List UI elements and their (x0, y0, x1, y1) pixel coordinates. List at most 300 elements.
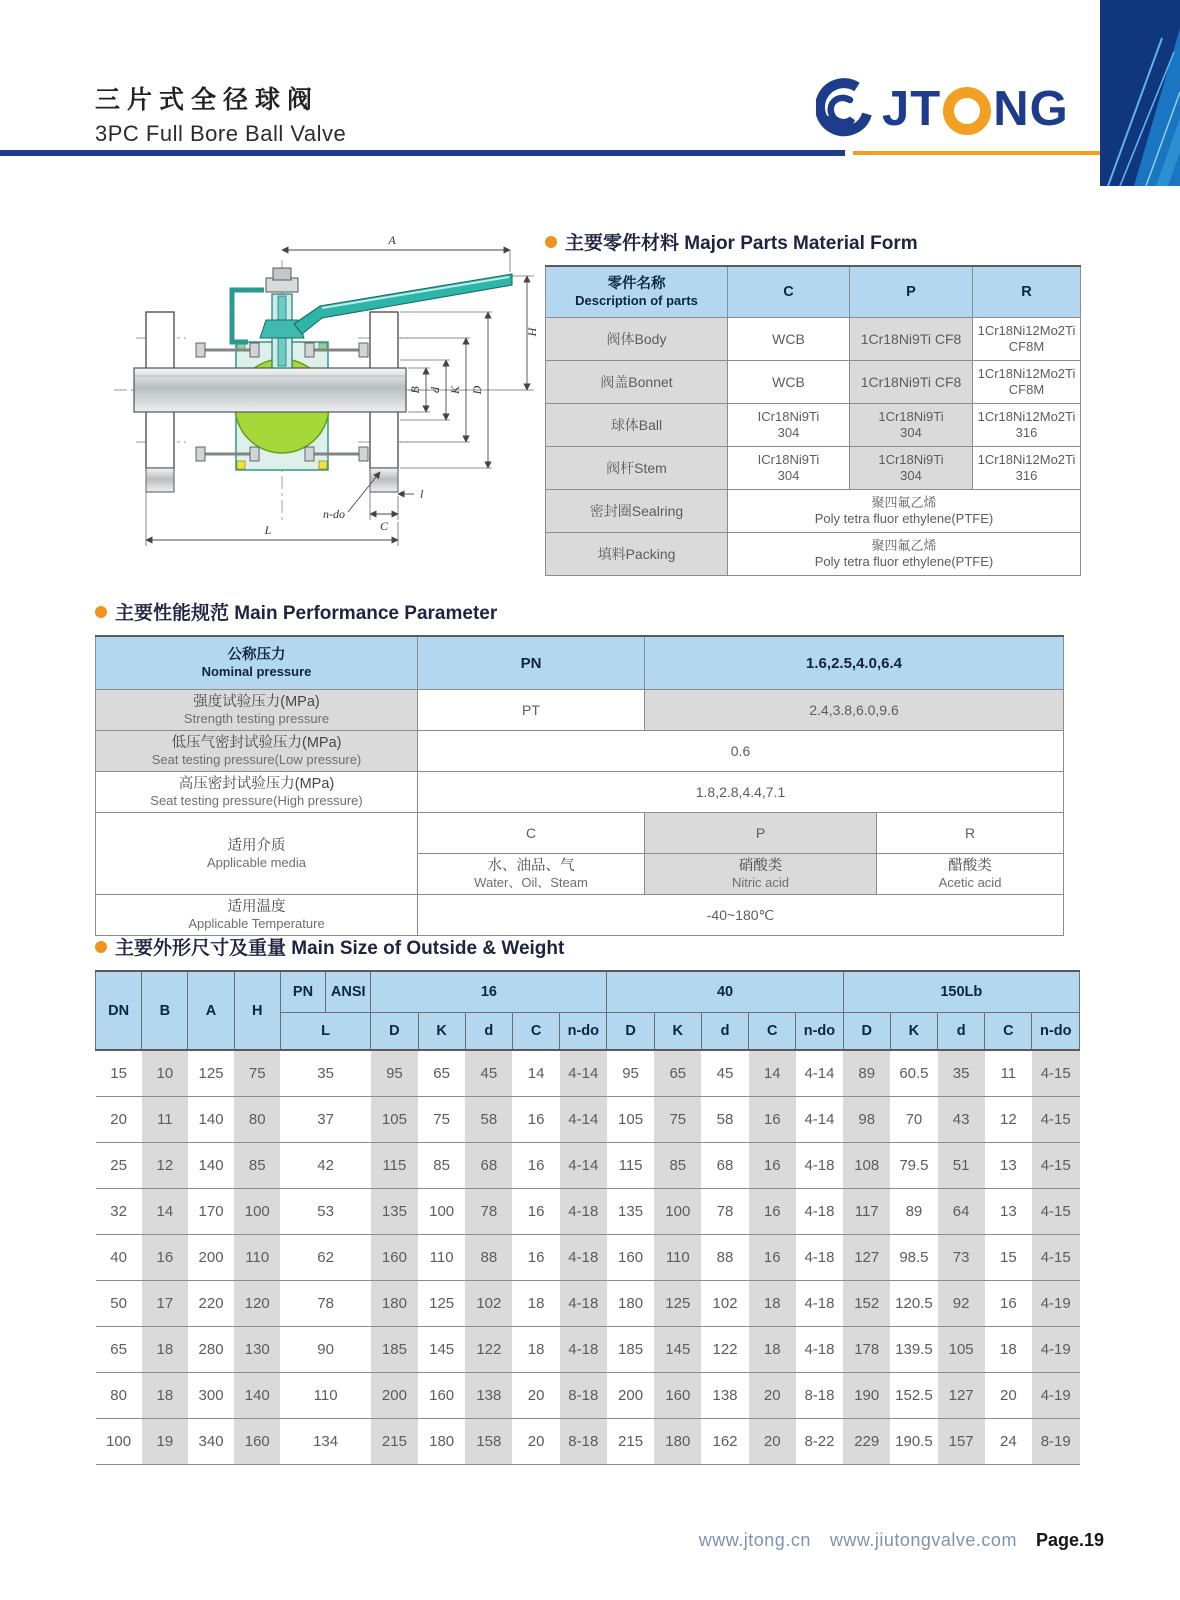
size-cell: 4-18 (560, 1327, 607, 1373)
size-cell: 138 (701, 1373, 748, 1419)
size-cell: 127 (843, 1235, 890, 1281)
size-cell: 20 (985, 1373, 1032, 1419)
size-cell: 160 (234, 1419, 280, 1465)
perf-media-p-value: 硝酸类 Nitric acid (645, 854, 877, 895)
materials-value: 1Cr18Ni9Ti CF8 (850, 361, 973, 404)
size-cell: 8-18 (796, 1373, 843, 1419)
size-cell: 13 (985, 1143, 1032, 1189)
size-cell: 80 (96, 1373, 142, 1419)
size-cell: 51 (938, 1143, 985, 1189)
size-table-row (96, 1050, 1080, 1097)
size-table-row (96, 1327, 1080, 1373)
size-cell: 14 (142, 1189, 188, 1235)
dim-label-D: D (470, 385, 484, 395)
materials-section-title (545, 228, 1080, 255)
size-section-title-text: 主要外形尺寸及重量 Main Size of Outside & Weight (115, 938, 565, 959)
size-cell: 4-18 (796, 1189, 843, 1235)
size-header-dsmall40: d (701, 1013, 748, 1051)
size-cell: 68 (701, 1143, 748, 1189)
size-cell: 16 (749, 1097, 796, 1143)
size-cell: 140 (188, 1143, 234, 1189)
size-cell: 122 (701, 1327, 748, 1373)
performance-section-title (95, 598, 1063, 625)
table-row (546, 447, 1081, 490)
size-cell: 215 (607, 1419, 654, 1465)
size-cell: 58 (701, 1097, 748, 1143)
size-table-row (96, 1235, 1080, 1281)
size-cell: 160 (607, 1235, 654, 1281)
size-cell: 50 (96, 1281, 142, 1327)
dim-label-l: l (420, 487, 424, 501)
size-cell: 4-18 (796, 1235, 843, 1281)
size-header-c16: C (512, 1013, 559, 1051)
size-cell: 20 (749, 1373, 796, 1419)
size-table-row (96, 1419, 1080, 1465)
materials-value: 1Cr18Ni9Ti 304 (850, 447, 973, 490)
size-cell: 180 (371, 1281, 418, 1327)
size-cell: 16 (142, 1235, 188, 1281)
size-cell: 11 (142, 1097, 188, 1143)
size-cell: 4-18 (796, 1327, 843, 1373)
size-header-a: A (188, 971, 234, 1050)
size-cell: 120.5 (890, 1281, 937, 1327)
size-header-h: H (234, 971, 280, 1050)
size-cell: 229 (843, 1419, 890, 1465)
size-cell: 115 (371, 1143, 418, 1189)
size-cell: 40 (96, 1235, 142, 1281)
table-row (546, 318, 1081, 361)
size-cell: 88 (701, 1235, 748, 1281)
perf-value: -40~180℃ (418, 895, 1064, 936)
size-cell: 158 (465, 1419, 512, 1465)
table-row (546, 490, 1081, 533)
perf-media-c-value: 水、油品、气 Water、Oil、Steam (418, 854, 645, 895)
size-cell: 117 (843, 1189, 890, 1235)
size-cell: 32 (96, 1189, 142, 1235)
materials-value-span: 聚四氟乙烯 Poly tetra fluor ethylene(PTFE) (728, 490, 1081, 533)
perf-value: 2.4,3.8,6.0,9.6 (645, 690, 1064, 731)
size-cell: 4-14 (796, 1097, 843, 1143)
size-header-d16: D (371, 1013, 418, 1051)
size-cell: 14 (512, 1050, 559, 1097)
perf-header-values: 1.6,2.5,4.0,6.4 (645, 636, 1064, 690)
size-cell: 78 (701, 1189, 748, 1235)
size-cell: 18 (512, 1281, 559, 1327)
size-cell: 4-15 (1032, 1189, 1080, 1235)
size-cell: 12 (142, 1143, 188, 1189)
materials-part: 球体Ball (546, 404, 728, 447)
size-cell: 14 (749, 1050, 796, 1097)
size-table-body (96, 1050, 1080, 1465)
size-cell: 4-14 (796, 1050, 843, 1097)
size-cell: 300 (188, 1373, 234, 1419)
size-cell: 16 (985, 1281, 1032, 1327)
size-cell: 35 (280, 1050, 370, 1097)
size-cell: 145 (418, 1327, 465, 1373)
size-cell: 64 (938, 1189, 985, 1235)
perf-label: 低压气密封试验压力(MPa) Seat testing pressure(Low pressure) (96, 731, 418, 772)
size-cell: 65 (96, 1327, 142, 1373)
perf-label: 强度试验压力(MPa) Strength testing pressure (96, 690, 418, 731)
size-cell: 185 (371, 1327, 418, 1373)
size-table-row (96, 1189, 1080, 1235)
size-cell: 139.5 (890, 1327, 937, 1373)
size-cell: 220 (188, 1281, 234, 1327)
corner-decoration (1100, 0, 1180, 186)
size-cell: 200 (607, 1373, 654, 1419)
size-table-row (96, 1281, 1080, 1327)
perf-header-label: 公称压力 Nominal pressure (96, 636, 418, 690)
size-cell: 100 (234, 1189, 280, 1235)
size-cell: 35 (938, 1050, 985, 1097)
size-section (95, 933, 1080, 1465)
size-cell: 4-15 (1032, 1143, 1080, 1189)
size-cell: 152.5 (890, 1373, 937, 1419)
size-cell: 92 (938, 1281, 985, 1327)
size-cell: 60.5 (890, 1050, 937, 1097)
size-cell: 160 (371, 1235, 418, 1281)
size-cell: 95 (607, 1050, 654, 1097)
materials-section (545, 228, 1080, 576)
size-cell: 4-18 (560, 1281, 607, 1327)
size-header-dn: DN (96, 971, 142, 1050)
size-cell: 88 (465, 1235, 512, 1281)
perf-label: 适用温度 Applicable Temperature (96, 895, 418, 936)
size-cell: 80 (234, 1097, 280, 1143)
size-header-d150: D (843, 1013, 890, 1051)
size-cell: 100 (418, 1189, 465, 1235)
size-cell: 138 (465, 1373, 512, 1419)
size-cell: 18 (749, 1327, 796, 1373)
brand-swirl-icon (816, 76, 874, 142)
brand-letter-o-icon (943, 87, 991, 135)
footer-url-1: www.jtong.cn (698, 1530, 811, 1550)
size-cell: 170 (188, 1189, 234, 1235)
size-cell: 130 (234, 1327, 280, 1373)
perf-media-p: P (645, 813, 877, 854)
size-cell: 45 (465, 1050, 512, 1097)
size-cell: 140 (188, 1097, 234, 1143)
size-table-row (96, 1373, 1080, 1419)
size-header-group-40: 40 (607, 971, 843, 1013)
section-bullet-icon (545, 236, 557, 248)
perf-code: PT (418, 690, 645, 731)
size-header-group-16: 16 (371, 971, 607, 1013)
size-cell: 180 (607, 1281, 654, 1327)
size-cell: 134 (280, 1419, 370, 1465)
size-cell: 18 (512, 1327, 559, 1373)
size-cell: 4-18 (560, 1189, 607, 1235)
size-cell: 68 (465, 1143, 512, 1189)
size-cell: 110 (654, 1235, 701, 1281)
materials-value: 1Cr18Ni12Mo2Ti CF8M (973, 361, 1081, 404)
perf-media-c: C (418, 813, 645, 854)
perf-media-r: R (877, 813, 1064, 854)
size-header-ndo150: n-do (1032, 1013, 1080, 1051)
footer-url-2: www.jiutongvalve.com (829, 1530, 1017, 1550)
size-cell: 8-22 (796, 1419, 843, 1465)
size-cell: 16 (749, 1189, 796, 1235)
size-cell: 125 (654, 1281, 701, 1327)
dim-label-C: C (379, 519, 389, 533)
materials-value: ICr18Ni9Ti 304 (728, 404, 850, 447)
size-cell: 135 (607, 1189, 654, 1235)
size-cell: 102 (701, 1281, 748, 1327)
size-header-c40: C (749, 1013, 796, 1051)
size-cell: 45 (701, 1050, 748, 1097)
table-row (546, 361, 1081, 404)
size-cell: 37 (280, 1097, 370, 1143)
size-cell: 20 (512, 1419, 559, 1465)
materials-value: WCB (728, 318, 850, 361)
dim-label-H: H (525, 327, 539, 337)
size-header-k40: K (654, 1013, 701, 1051)
materials-part: 阀盖Bonnet (546, 361, 728, 404)
size-cell: 4-19 (1032, 1281, 1080, 1327)
size-header-dsmall150: d (938, 1013, 985, 1051)
size-cell: 78 (280, 1281, 370, 1327)
size-header-pn: PN (280, 971, 325, 1013)
size-header-k16: K (418, 1013, 465, 1051)
perf-label: 适用介质 Applicable media (96, 813, 418, 895)
size-cell: 24 (985, 1419, 1032, 1465)
size-cell: 75 (654, 1097, 701, 1143)
size-cell: 98.5 (890, 1235, 937, 1281)
size-cell: 108 (843, 1143, 890, 1189)
table-row (96, 690, 1064, 731)
perf-media-r-value: 醋酸类 Acetic acid (877, 854, 1064, 895)
materials-part: 阀体Body (546, 318, 728, 361)
size-cell: 11 (985, 1050, 1032, 1097)
brand-letters-jt: JT (882, 82, 942, 136)
size-cell: 16 (512, 1189, 559, 1235)
section-bullet-icon (95, 941, 107, 953)
size-cell: 42 (280, 1143, 370, 1189)
size-cell: 53 (280, 1189, 370, 1235)
size-cell: 115 (607, 1143, 654, 1189)
size-cell: 85 (234, 1143, 280, 1189)
size-cell: 185 (607, 1327, 654, 1373)
materials-value-span: 聚四氟乙烯 Poly tetra fluor ethylene(PTFE) (728, 533, 1081, 576)
table-row (96, 731, 1064, 772)
size-cell: 58 (465, 1097, 512, 1143)
size-cell: 16 (512, 1143, 559, 1189)
size-cell: 18 (142, 1373, 188, 1419)
size-cell: 20 (512, 1373, 559, 1419)
size-cell: 10 (142, 1050, 188, 1097)
size-cell: 120 (234, 1281, 280, 1327)
size-cell: 105 (607, 1097, 654, 1143)
page-title-en: 3PC Full Bore Ball Valve (95, 121, 347, 146)
size-cell: 4-14 (560, 1143, 607, 1189)
materials-value: WCB (728, 361, 850, 404)
materials-section-title-text: 主要零件材料 Major Parts Material Form (565, 233, 918, 254)
size-cell: 102 (465, 1281, 512, 1327)
size-cell: 110 (418, 1235, 465, 1281)
size-cell: 4-14 (560, 1097, 607, 1143)
size-cell: 85 (654, 1143, 701, 1189)
size-cell: 78 (465, 1189, 512, 1235)
page-footer (0, 1530, 1104, 1551)
size-header-row-1 (96, 971, 1080, 1013)
performance-section (95, 598, 1063, 936)
size-cell: 8-18 (560, 1419, 607, 1465)
size-cell: 4-19 (1032, 1327, 1080, 1373)
size-cell: 79.5 (890, 1143, 937, 1189)
size-table-row (96, 1097, 1080, 1143)
size-cell: 100 (96, 1419, 142, 1465)
size-header-dsmall16: d (465, 1013, 512, 1051)
size-cell: 127 (938, 1373, 985, 1419)
size-cell: 20 (96, 1097, 142, 1143)
valve-technical-drawing (96, 220, 544, 560)
size-cell: 110 (234, 1235, 280, 1281)
materials-part: 阀杆Stem (546, 447, 728, 490)
dim-label-d: d (428, 387, 442, 393)
size-cell: 18 (985, 1327, 1032, 1373)
size-cell: 180 (418, 1419, 465, 1465)
size-cell: 62 (280, 1235, 370, 1281)
size-cell: 135 (371, 1189, 418, 1235)
section-bullet-icon (95, 606, 107, 618)
size-header-k150: K (890, 1013, 937, 1051)
size-cell: 4-15 (1032, 1050, 1080, 1097)
size-cell: 215 (371, 1419, 418, 1465)
size-cell: 16 (749, 1235, 796, 1281)
size-header-c150: C (985, 1013, 1032, 1051)
size-cell: 12 (985, 1097, 1032, 1143)
dim-label-B: B (408, 386, 422, 394)
size-cell: 105 (371, 1097, 418, 1143)
size-cell: 19 (142, 1419, 188, 1465)
size-header-l: L (280, 1013, 370, 1051)
size-table-row (96, 1143, 1080, 1189)
size-cell: 95 (371, 1050, 418, 1097)
page-header (95, 80, 346, 147)
size-cell: 89 (843, 1050, 890, 1097)
size-cell: 25 (96, 1143, 142, 1189)
size-cell: 122 (465, 1327, 512, 1373)
materials-value: 1Cr18Ni9Ti CF8 (850, 318, 973, 361)
size-cell: 4-14 (560, 1050, 607, 1097)
size-cell: 85 (418, 1143, 465, 1189)
size-cell: 89 (890, 1189, 937, 1235)
size-cell: 18 (749, 1281, 796, 1327)
materials-value: 1Cr18Ni9Ti 304 (850, 404, 973, 447)
brand-letters-ng: NG (993, 82, 1069, 136)
materials-header-c: C (728, 266, 850, 318)
size-cell: 125 (188, 1050, 234, 1097)
materials-header-p: P (850, 266, 973, 318)
size-cell: 190 (843, 1373, 890, 1419)
size-cell: 13 (985, 1189, 1032, 1235)
size-cell: 16 (749, 1143, 796, 1189)
size-header-group-150lb: 150Lb (843, 971, 1079, 1013)
perf-value: 1.8,2.8,4.4,7.1 (418, 772, 1064, 813)
materials-header-r: R (973, 266, 1081, 318)
size-cell: 162 (701, 1419, 748, 1465)
size-header-ndo16: n-do (560, 1013, 607, 1051)
table-row (96, 813, 1064, 854)
materials-header-row (546, 266, 1081, 318)
materials-value: 1Cr18Ni12Mo2Ti CF8M (973, 318, 1081, 361)
brand-logo (816, 70, 1069, 148)
materials-value: ICr18Ni9Ti 304 (728, 447, 850, 490)
size-cell: 200 (371, 1373, 418, 1419)
dim-label-A: A (388, 233, 396, 247)
size-cell: 70 (890, 1097, 937, 1143)
table-row (546, 404, 1081, 447)
size-cell: 180 (654, 1419, 701, 1465)
size-cell: 160 (654, 1373, 701, 1419)
materials-part: 填料Packing (546, 533, 728, 576)
size-cell: 200 (188, 1235, 234, 1281)
size-header-ndo40: n-do (796, 1013, 843, 1051)
size-header-ansi: ANSI (326, 971, 371, 1013)
size-cell: 90 (280, 1327, 370, 1373)
materials-value: 1Cr18Ni12Mo2Ti 316 (973, 447, 1081, 490)
size-cell: 8-19 (1032, 1419, 1080, 1465)
size-cell: 16 (512, 1235, 559, 1281)
size-cell: 8-18 (560, 1373, 607, 1419)
size-cell: 65 (654, 1050, 701, 1097)
size-header-b: B (142, 971, 188, 1050)
size-section-title (95, 933, 1080, 960)
size-cell: 152 (843, 1281, 890, 1327)
size-cell: 105 (938, 1327, 985, 1373)
size-cell: 18 (142, 1327, 188, 1373)
performance-section-title-text: 主要性能规范 Main Performance Parameter (115, 603, 498, 624)
size-cell: 340 (188, 1419, 234, 1465)
dim-label-n-do: n-do (323, 507, 345, 521)
size-cell: 20 (749, 1419, 796, 1465)
size-cell: 4-18 (560, 1235, 607, 1281)
size-cell: 140 (234, 1373, 280, 1419)
size-cell: 16 (512, 1097, 559, 1143)
size-cell: 280 (188, 1327, 234, 1373)
table-row (546, 533, 1081, 576)
brand-wordmark (882, 81, 1069, 137)
size-cell: 100 (654, 1189, 701, 1235)
size-header-d40: D (607, 1013, 654, 1051)
table-row (96, 895, 1064, 936)
materials-table (545, 265, 1081, 576)
size-cell: 125 (418, 1281, 465, 1327)
size-cell: 15 (96, 1050, 142, 1097)
materials-part: 密封圈Sealring (546, 490, 728, 533)
dim-label-K: K (448, 385, 462, 395)
perf-header-pn: PN (418, 636, 645, 690)
page-number: Page.19 (1035, 1530, 1104, 1550)
page-title-cn: 三片式全径球阀 (95, 86, 320, 114)
size-cell: 65 (418, 1050, 465, 1097)
size-cell: 4-18 (796, 1281, 843, 1327)
size-cell: 17 (142, 1281, 188, 1327)
size-cell: 178 (843, 1327, 890, 1373)
size-cell: 75 (418, 1097, 465, 1143)
size-cell: 4-15 (1032, 1097, 1080, 1143)
size-cell: 4-18 (796, 1143, 843, 1189)
size-cell: 190.5 (890, 1419, 937, 1465)
perf-label: 高压密封试验压力(MPa) Seat testing pressure(High pressure) (96, 772, 418, 813)
size-cell: 43 (938, 1097, 985, 1143)
size-cell: 98 (843, 1097, 890, 1143)
header-rule-blue (0, 150, 845, 156)
size-table (95, 970, 1080, 1465)
performance-table (95, 635, 1064, 936)
size-cell: 15 (985, 1235, 1032, 1281)
materials-header-parts: 零件名称 Description of parts (546, 266, 728, 318)
